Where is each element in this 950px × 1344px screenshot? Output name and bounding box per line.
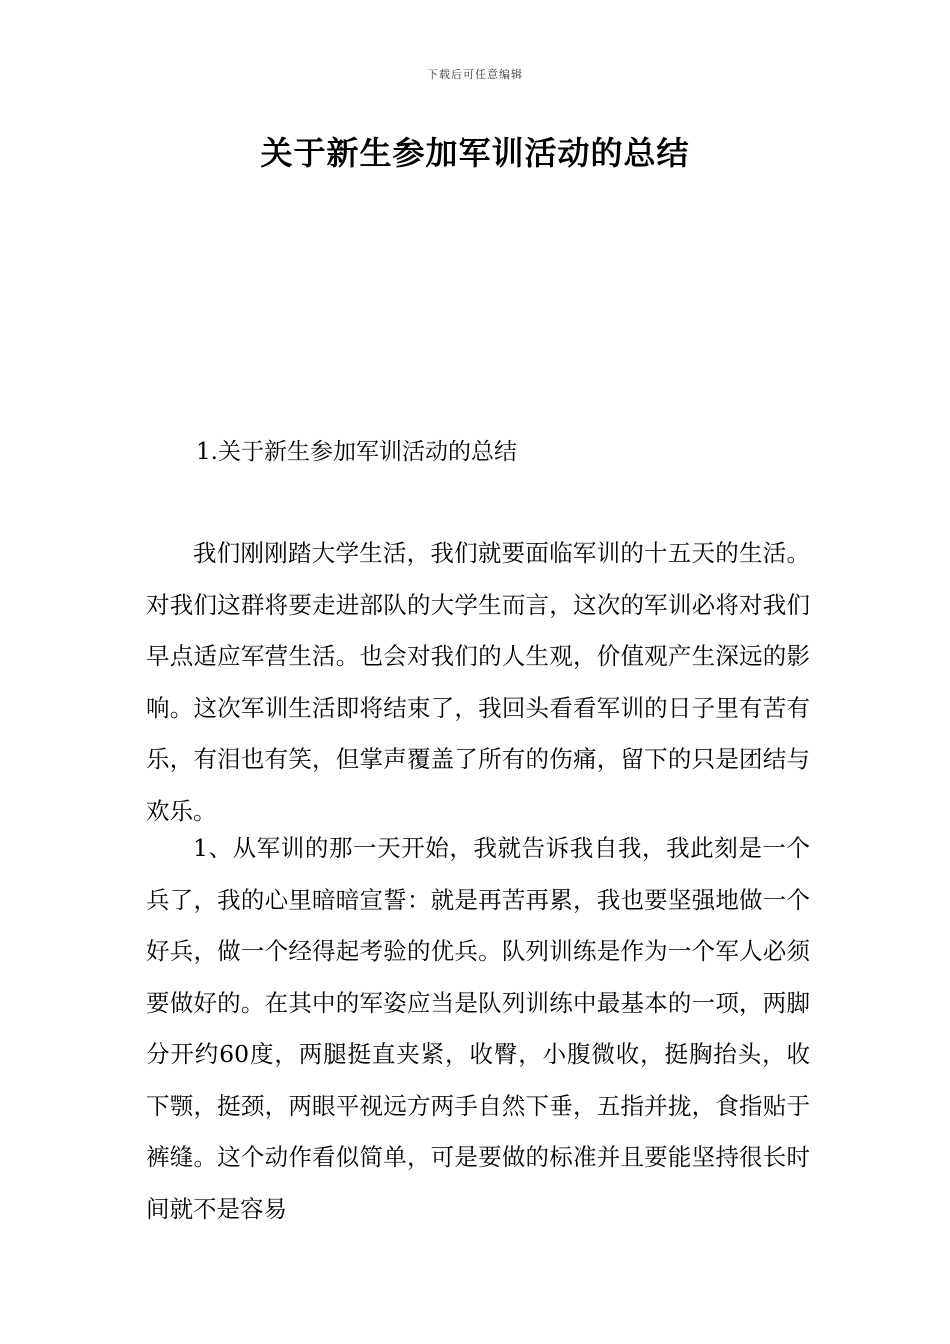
- body-paragraph: 我们刚刚踏大学生活，我们就要面临军训的十五天的生活。对我们这群将要走进部队的大学生而言，这次的军训必将对我们早点适应军营生活。也会对我们的人生观，价值观产生深远的影响。这次军训生活即将结束了，我回头看看军训的日子里有苦有乐，有泪也有笑，但掌声覆盖了所有的伤痛，留下的只是团结与欢乐。: [146, 539, 810, 825]
- body-paragraph: 1、从军训的那一天开始，我就告诉我自我，我此刻是一个兵了，我的心里暗暗宣誓：就是再苦再累，我也要坚强地做一个好兵，做一个经得起考验的优兵。队列训练是作为一个军人必须要做好的。在其中的军姿应当是队列训练中最基本的一项，两脚分开约60度，两腿挺直夹紧，收臀，小腹微收，挺胸抬头，收下颚，挺颈，两眼平视远方两手自然下垂，五指并拢，食指贴于裤缝。这个动作看似简单，可是要做的标准并且要能坚持很长时间就不是容易: [146, 834, 810, 1223]
- header-note: 下载后可任意编辑: [427, 68, 523, 81]
- section-heading: 1.关于新生参加军训活动的总结: [196, 439, 517, 465]
- document-title: 关于新生参加军训活动的总结: [260, 134, 690, 172]
